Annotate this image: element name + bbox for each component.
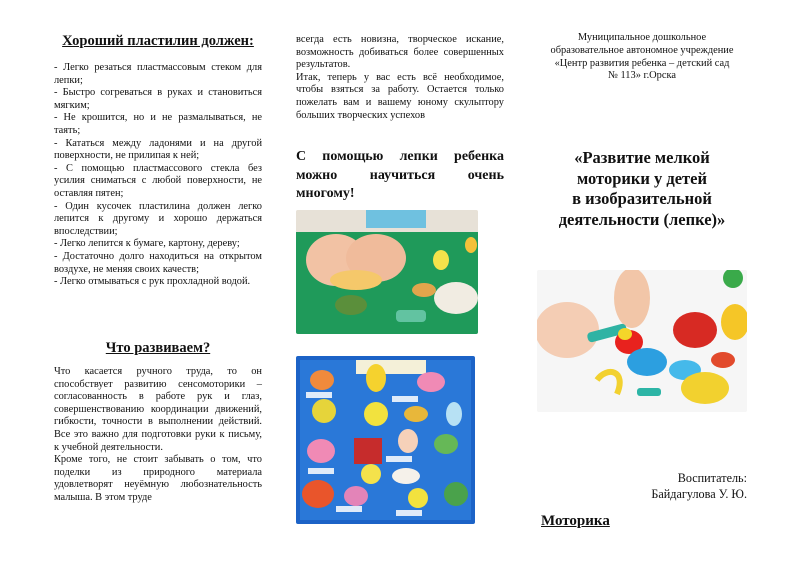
title-line: в изобразительной (572, 189, 712, 208)
plasticine-heading: Хороший пластилин должен: (62, 33, 254, 49)
list-item: - Легко лепится к бумаге, картону, дереву; (54, 238, 240, 250)
teacher-info (537, 470, 747, 502)
continuation-text (296, 34, 504, 122)
organization-name (537, 32, 747, 83)
paragraph: Кроме того, не стоит забывать о том, что поделки из природного материала удовлетворят неуёмную любознательность малыша. В этом труде (54, 454, 262, 503)
cover-plasticine-image (537, 270, 747, 412)
list-item: - Не крошится, но и не размалываться, не таять; (54, 112, 262, 136)
develop-text (54, 366, 262, 505)
modeling-hands-image (296, 210, 478, 334)
brochure-title (537, 148, 747, 230)
plasticine-list (54, 62, 262, 289)
paragraph: всегда есть новизна, творческое искание, возможность добиваться более совершенных результатов. (296, 34, 504, 71)
org-line: № 113» г.Орска (607, 70, 676, 82)
list-item: - Один кусочек пластилина должен легко лепится к другому и хорошо держаться впоследствии; (54, 200, 262, 237)
develop-heading: Что развиваем? (105, 340, 211, 356)
list-item: - Быстро согреваться в руках и становиться мягким; (54, 87, 262, 111)
motorika-heading: Моторика (541, 513, 610, 529)
title-line: деятельности (лепке)» (558, 209, 726, 229)
paragraph: Что касается ручного труда, то он способствует развитию сенсомоторики – согласованность в работе рук и глаз, совершенствованию координации движений, гибкости, точности в выполнении действий. Все это важно для подготовки руки к письму, к учебной деятельности. (54, 366, 262, 453)
photo-craft-board (296, 356, 475, 524)
title-line: «Развитие мелкой (574, 148, 710, 167)
list-item: - Легко резаться пластмассовым стеком для лепки; (54, 62, 262, 86)
craft-board-image (296, 356, 475, 524)
list-item: - Кататься между ладонями и на другой поверхности, не прилипая к ней; (54, 137, 262, 162)
list-item: - Легко отмываться с рук прохладной водой. (54, 276, 251, 288)
photo-cover-plasticine (537, 270, 747, 412)
org-line: Муниципальное дошкольное (577, 32, 707, 43)
slogan: С помощью лепки ребенка можно научиться очень многому! (296, 149, 504, 201)
list-item: - С помощью пластмассового стекла без усилия сниматься с любой поверхности, не оставляя пятен; (54, 162, 262, 199)
org-line: «Центр развития ребенка – детский сад (554, 57, 730, 69)
paragraph: Итак, теперь у вас есть всё необходимое, чтобы взяться за работу. Остается только пожелать вам и вашему юному скульптору больших творческих успехов (296, 71, 504, 121)
teacher-label: Воспитатель: (677, 471, 747, 485)
title-line: моторики у детей (577, 168, 707, 188)
teacher-name: Байдагулова У. Ю. (651, 487, 747, 501)
photo-modeling-hands (296, 210, 478, 334)
list-item: - Достаточно долго находиться на открытом воздухе, не меняя своих качеств; (54, 250, 262, 275)
org-line: образовательное автономное учреждение (550, 44, 734, 56)
